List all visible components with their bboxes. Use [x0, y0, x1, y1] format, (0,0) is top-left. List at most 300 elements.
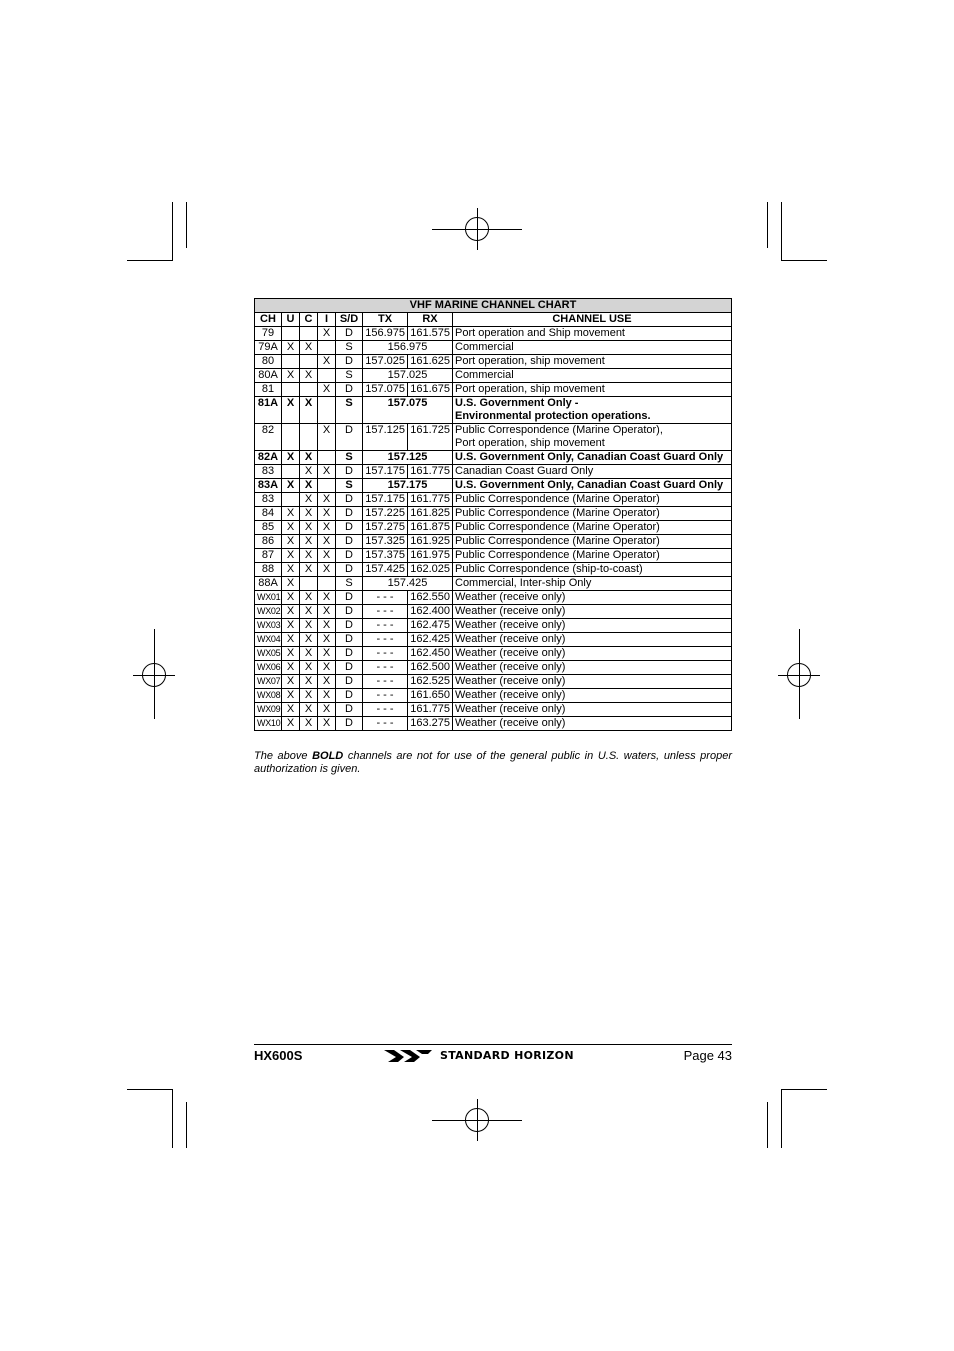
- channel-cell: WX05: [255, 647, 282, 661]
- channel-use-text: Environmental protection operations.: [455, 410, 651, 422]
- channel-use-text: Public Correspondence (Marine Operator): [455, 535, 660, 547]
- simplex-duplex-cell: D: [336, 661, 363, 675]
- tx-cell: - - -: [363, 591, 408, 605]
- header-row: [255, 313, 732, 327]
- usa-cell: [282, 493, 300, 507]
- rx-cell: 162.500: [408, 661, 453, 675]
- table-row: [255, 383, 732, 397]
- channel-use-cell: [453, 521, 732, 535]
- table-row: [255, 591, 732, 605]
- rx-cell: 162.400: [408, 605, 453, 619]
- usa-cell: X: [282, 661, 300, 675]
- crop-mark: [172, 1090, 173, 1148]
- channel-cell: 87: [255, 549, 282, 563]
- frequency-cell: 156.975: [363, 341, 453, 355]
- channel-use-text: Public Correspondence (Marine Operator): [455, 521, 660, 533]
- tx-cell: 157.175: [363, 465, 408, 479]
- tx-cell: 157.275: [363, 521, 408, 535]
- canada-cell: X: [300, 591, 318, 605]
- column-header: C: [300, 313, 318, 327]
- usa-cell: X: [282, 577, 300, 591]
- crop-mark: [767, 202, 768, 248]
- channel-cell: 83A: [255, 479, 282, 493]
- rx-cell: 162.450: [408, 647, 453, 661]
- international-cell: X: [318, 717, 336, 731]
- standard-horizon-logo: [384, 1047, 604, 1065]
- channel-use-cell: [453, 689, 732, 703]
- column-header: CH: [255, 313, 282, 327]
- simplex-duplex-cell: D: [336, 633, 363, 647]
- simplex-duplex-cell: S: [336, 479, 363, 493]
- channel-cell: 82: [255, 424, 282, 451]
- channel-use-text: Weather (receive only): [455, 675, 566, 687]
- tx-cell: 156.975: [363, 327, 408, 341]
- page-number: Page 43: [683, 1048, 732, 1063]
- table-row: [255, 661, 732, 675]
- simplex-duplex-cell: D: [336, 605, 363, 619]
- logo-text: STANDARD HORIZON: [440, 1049, 574, 1062]
- channel-use-cell: [453, 647, 732, 661]
- channel-use-cell: [453, 369, 732, 383]
- rx-cell: 161.625: [408, 355, 453, 369]
- bold-channels-note: [254, 750, 732, 776]
- simplex-duplex-cell: D: [336, 549, 363, 563]
- channel-use-text: Weather (receive only): [455, 689, 566, 701]
- channel-cell: WX01: [255, 591, 282, 605]
- international-cell: X: [318, 619, 336, 633]
- international-cell: X: [318, 703, 336, 717]
- tx-cell: 157.325: [363, 535, 408, 549]
- table-row: [255, 521, 732, 535]
- registration-circle: [465, 1108, 489, 1132]
- usa-cell: X: [282, 507, 300, 521]
- simplex-duplex-cell: D: [336, 689, 363, 703]
- channel-cell: 83: [255, 465, 282, 479]
- table-row: [255, 507, 732, 521]
- channel-cell: 80: [255, 355, 282, 369]
- rx-cell: 161.575: [408, 327, 453, 341]
- logo-mark-icon: [384, 1047, 436, 1065]
- simplex-duplex-cell: S: [336, 577, 363, 591]
- rx-cell: 162.525: [408, 675, 453, 689]
- model-name: HX600S: [254, 1048, 303, 1063]
- tx-cell: - - -: [363, 661, 408, 675]
- channel-use-cell: [453, 591, 732, 605]
- channel-use-text: Public Correspondence (ship-to-coast): [455, 563, 643, 575]
- channel-use-text: Public Correspondence (Marine Operator): [455, 507, 660, 519]
- canada-cell: [300, 424, 318, 451]
- simplex-duplex-cell: D: [336, 535, 363, 549]
- tx-cell: - - -: [363, 717, 408, 731]
- channel-use-cell: [453, 717, 732, 731]
- simplex-duplex-cell: S: [336, 397, 363, 424]
- usa-cell: X: [282, 369, 300, 383]
- channel-cell: 84: [255, 507, 282, 521]
- channel-use-cell: [453, 661, 732, 675]
- usa-cell: [282, 465, 300, 479]
- channel-cell: 88A: [255, 577, 282, 591]
- channel-cell: 81: [255, 383, 282, 397]
- table-row: [255, 577, 732, 591]
- simplex-duplex-cell: D: [336, 507, 363, 521]
- table-row: [255, 424, 732, 451]
- usa-cell: X: [282, 633, 300, 647]
- canada-cell: X: [300, 521, 318, 535]
- table-row: [255, 535, 732, 549]
- channel-use-text: Port operation, ship movement: [455, 355, 605, 367]
- channel-cell: WX03: [255, 619, 282, 633]
- international-cell: X: [318, 493, 336, 507]
- canada-cell: X: [300, 563, 318, 577]
- usa-cell: X: [282, 563, 300, 577]
- channel-use-cell: [453, 633, 732, 647]
- crop-mark: [767, 1102, 768, 1148]
- tx-cell: - - -: [363, 703, 408, 717]
- international-cell: [318, 397, 336, 424]
- usa-cell: X: [282, 647, 300, 661]
- crop-mark: [186, 202, 187, 248]
- tx-cell: 157.425: [363, 563, 408, 577]
- canada-cell: [300, 577, 318, 591]
- column-header: CHANNEL USE: [453, 313, 732, 327]
- channel-cell: 79A: [255, 341, 282, 355]
- usa-cell: X: [282, 717, 300, 731]
- channel-use-text: Weather (receive only): [455, 717, 566, 729]
- usa-cell: [282, 327, 300, 341]
- vhf-channel-table: [254, 298, 732, 731]
- channel-use-text: U.S. Government Only -: [455, 397, 579, 409]
- simplex-duplex-cell: D: [336, 493, 363, 507]
- international-cell: X: [318, 327, 336, 341]
- channel-use-text: Weather (receive only): [455, 703, 566, 715]
- usa-cell: X: [282, 605, 300, 619]
- international-cell: X: [318, 563, 336, 577]
- simplex-duplex-cell: D: [336, 591, 363, 605]
- table-row: [255, 369, 732, 383]
- usa-cell: X: [282, 591, 300, 605]
- tx-cell: - - -: [363, 689, 408, 703]
- channel-cell: WX10: [255, 717, 282, 731]
- tx-cell: 157.075: [363, 383, 408, 397]
- channel-use-text: Commercial: [455, 341, 514, 353]
- rx-cell: 161.675: [408, 383, 453, 397]
- simplex-duplex-cell: D: [336, 465, 363, 479]
- registration-circle: [465, 217, 489, 241]
- simplex-duplex-cell: S: [336, 341, 363, 355]
- table-row: [255, 647, 732, 661]
- channel-use-text: Port operation and Ship movement: [455, 327, 625, 339]
- table-row: [255, 451, 732, 465]
- tx-cell: 157.225: [363, 507, 408, 521]
- canada-cell: X: [300, 675, 318, 689]
- international-cell: X: [318, 689, 336, 703]
- canada-cell: X: [300, 605, 318, 619]
- channel-cell: 79: [255, 327, 282, 341]
- crop-mark: [127, 260, 173, 261]
- frequency-cell: 157.125: [363, 451, 453, 465]
- simplex-duplex-cell: D: [336, 355, 363, 369]
- channel-use-cell: [453, 383, 732, 397]
- international-cell: X: [318, 661, 336, 675]
- channel-cell: 80A: [255, 369, 282, 383]
- usa-cell: X: [282, 689, 300, 703]
- column-header: S/D: [336, 313, 363, 327]
- table-row: [255, 717, 732, 731]
- usa-cell: [282, 424, 300, 451]
- channel-use-cell: [453, 493, 732, 507]
- channel-use-cell: [453, 619, 732, 633]
- table-row: [255, 327, 732, 341]
- table-row: [255, 341, 732, 355]
- channel-cell: WX04: [255, 633, 282, 647]
- rx-cell: 161.775: [408, 493, 453, 507]
- channel-use-cell: [453, 465, 732, 479]
- canada-cell: [300, 383, 318, 397]
- international-cell: X: [318, 647, 336, 661]
- usa-cell: X: [282, 675, 300, 689]
- canada-cell: X: [300, 633, 318, 647]
- channel-cell: 81A: [255, 397, 282, 424]
- canada-cell: X: [300, 397, 318, 424]
- channel-use-text: Weather (receive only): [455, 591, 566, 603]
- canada-cell: X: [300, 535, 318, 549]
- table-body: [255, 327, 732, 731]
- table-row: [255, 549, 732, 563]
- channel-use-cell: [453, 507, 732, 521]
- crop-mark: [127, 1089, 173, 1090]
- rx-cell: 161.775: [408, 703, 453, 717]
- note-text: The above: [254, 750, 313, 762]
- canada-cell: X: [300, 661, 318, 675]
- channel-cell: 88: [255, 563, 282, 577]
- channel-use-cell: [453, 451, 732, 465]
- channel-use-cell: [453, 327, 732, 341]
- channel-cell: WX09: [255, 703, 282, 717]
- rx-cell: 161.875: [408, 521, 453, 535]
- usa-cell: X: [282, 341, 300, 355]
- simplex-duplex-cell: D: [336, 619, 363, 633]
- channel-use-cell: [453, 424, 732, 451]
- canada-cell: X: [300, 451, 318, 465]
- international-cell: X: [318, 605, 336, 619]
- usa-cell: X: [282, 535, 300, 549]
- table-row: [255, 703, 732, 717]
- registration-circle: [142, 663, 166, 687]
- channel-use-text: Commercial: [455, 369, 514, 381]
- rx-cell: 161.975: [408, 549, 453, 563]
- note-text: channels are not for use of the general public in U.S. waters, unless proper authorization is given.: [254, 750, 732, 775]
- frequency-cell: 157.175: [363, 479, 453, 493]
- crop-mark: [186, 1102, 187, 1148]
- international-cell: [318, 369, 336, 383]
- channel-use-cell: [453, 675, 732, 689]
- channel-use-text: Public Correspondence (Marine Operator): [455, 549, 660, 561]
- channel-use-text: Public Correspondence (Marine Operator),: [455, 424, 663, 436]
- rx-cell: 161.925: [408, 535, 453, 549]
- international-cell: X: [318, 675, 336, 689]
- rx-cell: 161.775: [408, 465, 453, 479]
- canada-cell: X: [300, 647, 318, 661]
- table-row: [255, 605, 732, 619]
- tx-cell: - - -: [363, 675, 408, 689]
- table-row: [255, 355, 732, 369]
- channel-use-text: Weather (receive only): [455, 661, 566, 673]
- canada-cell: X: [300, 369, 318, 383]
- channel-use-cell: [453, 479, 732, 493]
- international-cell: X: [318, 549, 336, 563]
- column-header: TX: [363, 313, 408, 327]
- simplex-duplex-cell: D: [336, 383, 363, 397]
- canada-cell: X: [300, 341, 318, 355]
- table-row: [255, 493, 732, 507]
- tx-cell: - - -: [363, 605, 408, 619]
- channel-use-cell: [453, 549, 732, 563]
- simplex-duplex-cell: S: [336, 369, 363, 383]
- footer-rule: [254, 1044, 732, 1045]
- channel-cell: WX07: [255, 675, 282, 689]
- tx-cell: 157.375: [363, 549, 408, 563]
- channel-use-cell: [453, 577, 732, 591]
- international-cell: X: [318, 507, 336, 521]
- canada-cell: X: [300, 689, 318, 703]
- usa-cell: X: [282, 521, 300, 535]
- international-cell: [318, 479, 336, 493]
- note-bold-word: BOLD: [312, 750, 344, 762]
- channel-use-text: Commercial, Inter-ship Only: [455, 577, 592, 589]
- international-cell: X: [318, 591, 336, 605]
- table-row: [255, 675, 732, 689]
- simplex-duplex-cell: D: [336, 327, 363, 341]
- canada-cell: X: [300, 493, 318, 507]
- frequency-cell: 157.025: [363, 369, 453, 383]
- channel-use-cell: [453, 397, 732, 424]
- tx-cell: 157.175: [363, 493, 408, 507]
- usa-cell: X: [282, 451, 300, 465]
- canada-cell: [300, 327, 318, 341]
- channel-use-cell: [453, 341, 732, 355]
- column-header: U: [282, 313, 300, 327]
- crop-mark: [781, 202, 782, 260]
- channel-use-text: Weather (receive only): [455, 633, 566, 645]
- channel-use-text: Port operation, ship movement: [455, 383, 605, 395]
- crop-mark: [781, 1090, 782, 1148]
- international-cell: [318, 577, 336, 591]
- international-cell: X: [318, 424, 336, 451]
- simplex-duplex-cell: D: [336, 717, 363, 731]
- channel-use-cell: [453, 563, 732, 577]
- registration-circle: [787, 663, 811, 687]
- column-header: RX: [408, 313, 453, 327]
- frequency-cell: 157.075: [363, 397, 453, 424]
- table-row: [255, 619, 732, 633]
- table-row: [255, 563, 732, 577]
- channel-cell: 83: [255, 493, 282, 507]
- canada-cell: [300, 355, 318, 369]
- rx-cell: 161.650: [408, 689, 453, 703]
- simplex-duplex-cell: D: [336, 563, 363, 577]
- canada-cell: X: [300, 717, 318, 731]
- channel-use-text: Canadian Coast Guard Only: [455, 465, 594, 477]
- international-cell: X: [318, 355, 336, 369]
- table-row: [255, 465, 732, 479]
- tx-cell: - - -: [363, 647, 408, 661]
- usa-cell: X: [282, 549, 300, 563]
- channel-use-text: U.S. Government Only, Canadian Coast Guard Only: [455, 451, 724, 463]
- international-cell: X: [318, 535, 336, 549]
- international-cell: [318, 341, 336, 355]
- canada-cell: X: [300, 479, 318, 493]
- column-header: I: [318, 313, 336, 327]
- channel-cell: WX08: [255, 689, 282, 703]
- usa-cell: X: [282, 479, 300, 493]
- international-cell: X: [318, 465, 336, 479]
- usa-cell: [282, 383, 300, 397]
- canada-cell: X: [300, 549, 318, 563]
- international-cell: [318, 451, 336, 465]
- simplex-duplex-cell: D: [336, 703, 363, 717]
- usa-cell: X: [282, 703, 300, 717]
- rx-cell: 161.725: [408, 424, 453, 451]
- simplex-duplex-cell: D: [336, 647, 363, 661]
- simplex-duplex-cell: D: [336, 424, 363, 451]
- channel-use-text: Weather (receive only): [455, 647, 566, 659]
- channel-cell: 82A: [255, 451, 282, 465]
- tx-cell: 157.025: [363, 355, 408, 369]
- crop-mark: [781, 260, 827, 261]
- channel-use-text: Weather (receive only): [455, 605, 566, 617]
- tx-cell: 157.125: [363, 424, 408, 451]
- table-row: [255, 397, 732, 424]
- channel-use-cell: [453, 703, 732, 717]
- rx-cell: 162.425: [408, 633, 453, 647]
- simplex-duplex-cell: D: [336, 675, 363, 689]
- rx-cell: 161.825: [408, 507, 453, 521]
- canada-cell: X: [300, 465, 318, 479]
- canada-cell: X: [300, 703, 318, 717]
- channel-cell: 86: [255, 535, 282, 549]
- table-title: VHF MARINE CHANNEL CHART: [255, 299, 732, 313]
- channel-use-text: Port operation, ship movement: [455, 437, 605, 449]
- rx-cell: 162.025: [408, 563, 453, 577]
- tx-cell: - - -: [363, 619, 408, 633]
- table-row: [255, 479, 732, 493]
- international-cell: X: [318, 521, 336, 535]
- channel-use-cell: [453, 535, 732, 549]
- rx-cell: 162.550: [408, 591, 453, 605]
- usa-cell: [282, 355, 300, 369]
- rx-cell: 162.475: [408, 619, 453, 633]
- canada-cell: X: [300, 619, 318, 633]
- international-cell: X: [318, 383, 336, 397]
- canada-cell: X: [300, 507, 318, 521]
- table-row: [255, 689, 732, 703]
- tx-cell: - - -: [363, 633, 408, 647]
- frequency-cell: 157.425: [363, 577, 453, 591]
- channel-cell: 85: [255, 521, 282, 535]
- crop-mark: [781, 1089, 827, 1090]
- channel-use-cell: [453, 605, 732, 619]
- channel-cell: WX06: [255, 661, 282, 675]
- channel-use-text: Weather (receive only): [455, 619, 566, 631]
- usa-cell: X: [282, 619, 300, 633]
- table-row: [255, 633, 732, 647]
- simplex-duplex-cell: S: [336, 451, 363, 465]
- usa-cell: X: [282, 397, 300, 424]
- channel-cell: WX02: [255, 605, 282, 619]
- channel-use-text: U.S. Government Only, Canadian Coast Guard Only: [455, 479, 724, 491]
- rx-cell: 163.275: [408, 717, 453, 731]
- crop-mark: [172, 202, 173, 260]
